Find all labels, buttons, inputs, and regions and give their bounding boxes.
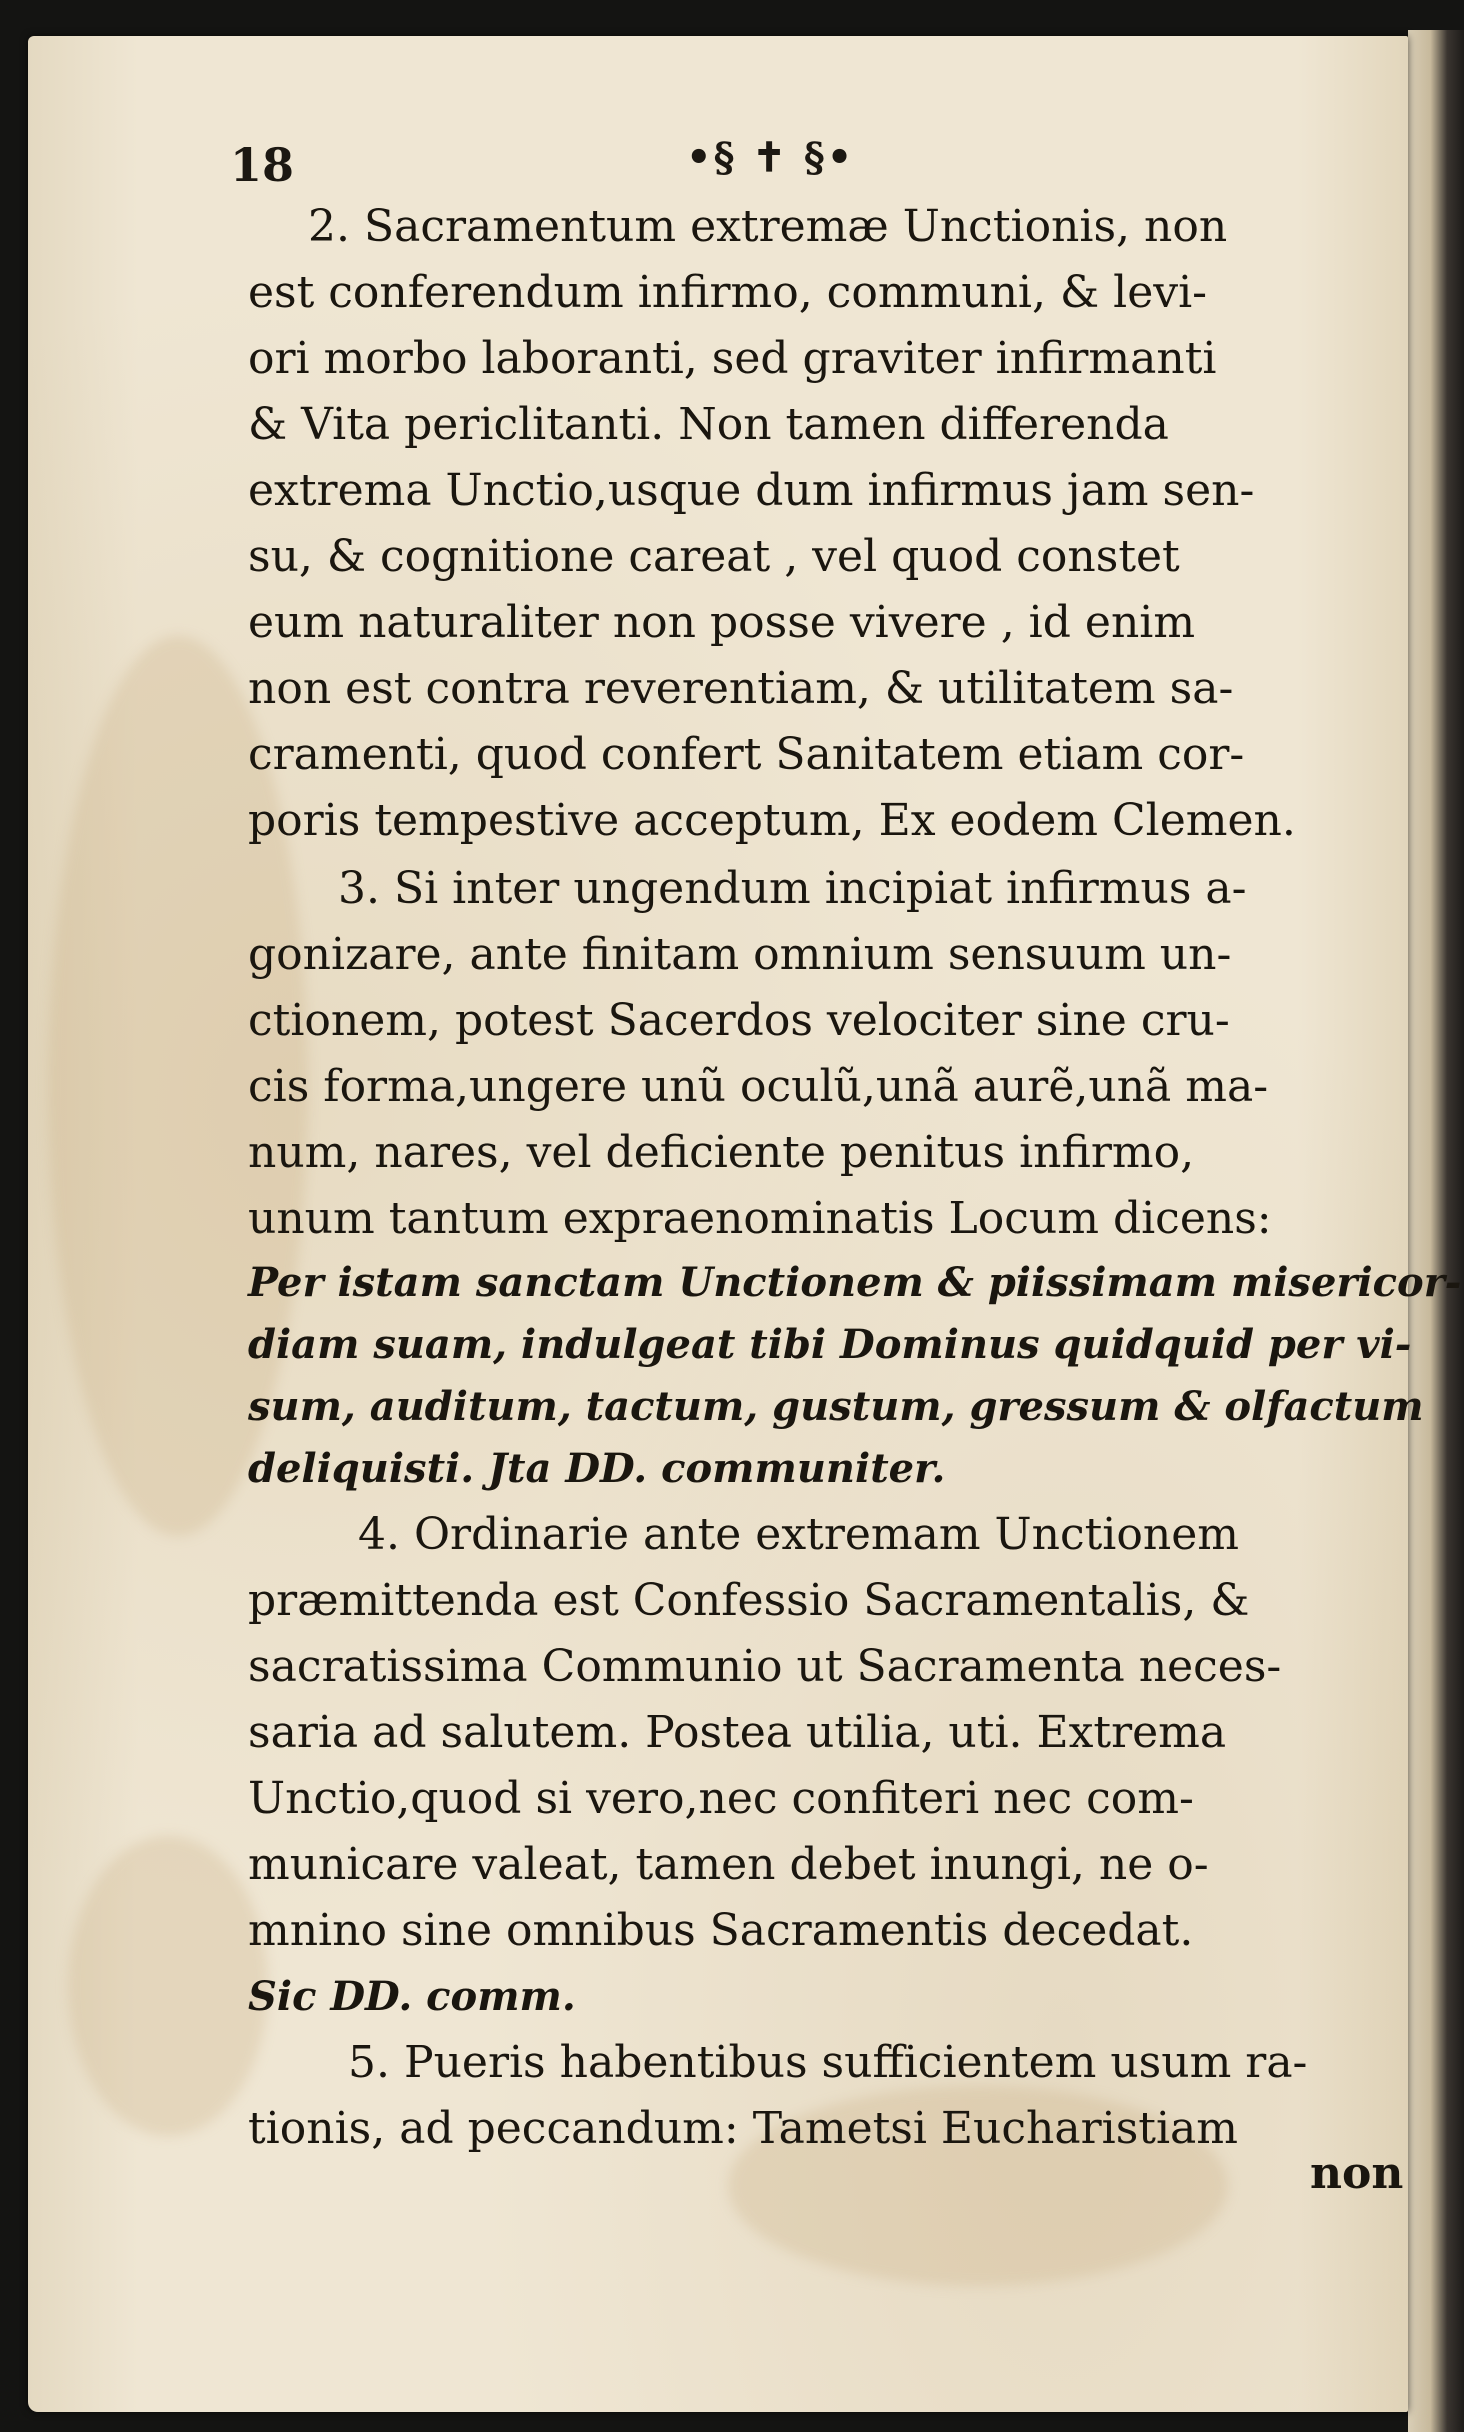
text-line-italic: Sic DD. comm. [248,1973,576,2020]
catchword: non [1310,2148,1404,2199]
text-line: est conferendum infirmo, communi, & levi- [248,267,1208,318]
text-line: su, & cognitione careat , vel quod constet [248,531,1180,582]
text-line: sacratissima Communio ut Sacramenta neces- [248,1641,1282,1692]
paper-stain [68,1836,268,2136]
facing-page-edge [1408,30,1464,2432]
text-line: & Vita periclitanti. Non tamen differenda [248,399,1169,450]
text-line: extrema Unctio,usque dum infirmus jam sen- [248,465,1255,516]
text-line: cis forma,ungere unũ oculũ,unã aurẽ,unã ma- [248,1061,1269,1112]
text-line: poris tempestive acceptum, Ex eodem Clemen. [248,795,1296,846]
text-line: mnino sine omnibus Sacramentis decedat. [248,1905,1194,1956]
text-line: num, nares, vel deficiente penitus infirmo, [248,1127,1195,1178]
text-line: saria ad salutem. Postea utilia, uti. Extrema [248,1707,1227,1758]
text-line: tionis, ad peccandum: Tametsi Eucharistiam [248,2103,1238,2154]
text-line: 4. Ordinarie ante extremam Unctionem [358,1509,1239,1560]
text-line: ori morbo laboranti, sed graviter infirmanti [248,333,1217,384]
header-ornament: •§ ✝ §• [686,134,855,181]
text-line: 3. Si inter ungendum incipiat infirmus a- [338,863,1247,914]
text-line: eum naturaliter non posse vivere , id enim [248,597,1196,648]
text-line: præmittenda est Confessio Sacramentalis, & [248,1575,1250,1626]
text-line: gonizare, ante finitam omnium sensuum un- [248,929,1232,980]
text-line: ctionem, potest Sacerdos velociter sine cru- [248,995,1230,1046]
text-line-italic: diam suam, indulgeat tibi Dominus quidquid per vi- [248,1321,1412,1368]
page-number: 18 [230,138,295,192]
text-line: municare valeat, tamen debet inungi, ne o- [248,1839,1209,1890]
text-line: 5. Pueris habentibus sufficientem usum ra- [348,2037,1308,2088]
text-line-italic: Per istam sanctam Unctionem & piissimam misericor- [248,1259,1462,1306]
text-line-italic: sum, auditum, tactum, gustum, gressum & olfactum [248,1383,1424,1430]
text-line: Unctio,quod si vero,nec confiteri nec com- [248,1773,1194,1824]
text-line-italic: deliquisti. Jta DD. communiter. [248,1445,946,1492]
text-line: non est contra reverentiam, & utilitatem sa- [248,663,1234,714]
text-line: 2. Sacramentum extremæ Unctionis, non [308,201,1228,252]
text-line: cramenti, quod confert Sanitatem etiam cor- [248,729,1245,780]
text-line: unum tantum expraenominatis Locum dicens: [248,1193,1272,1244]
